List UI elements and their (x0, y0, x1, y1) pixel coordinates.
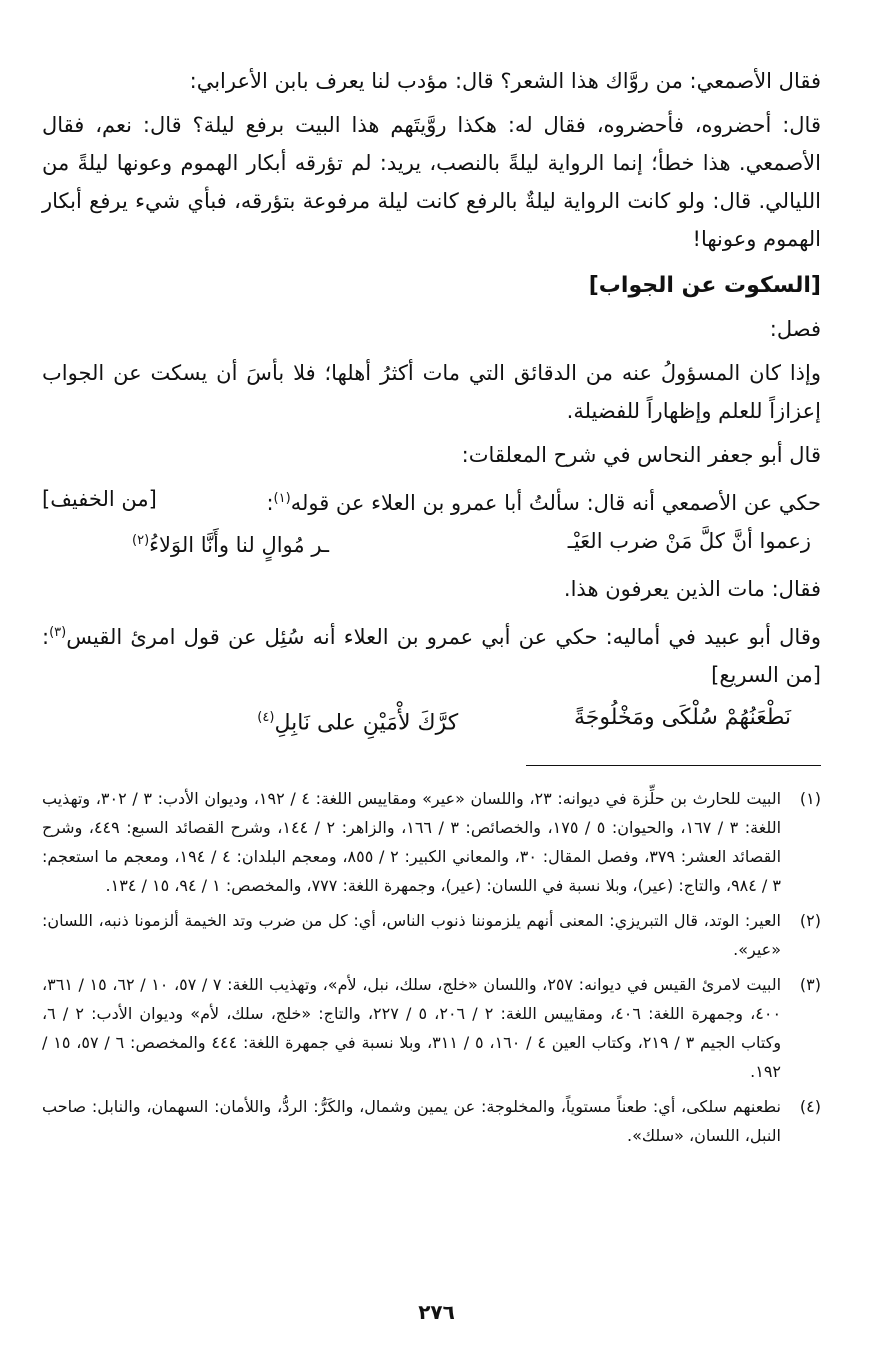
footnote-number: (٤) (799, 1097, 821, 1117)
verse-2-first-hemistich: نَطْعَنُهُمْ سُلْكَى ومَخْلُوجَةً (573, 705, 791, 730)
footnote-text: العير: الوتد، قال التبريزي: المعنى أنهم يلزموننا ذنوب الناس، أي: كل من ضرب وتد الخيمة ألزمونا ذنبه، اللسان: «عير». (42, 911, 781, 960)
footnote-divider (526, 765, 821, 766)
footnote-text: البيت للحارث بن حلِّزة في ديوانه: ٢٣، واللسان «عير» ومقاييس اللغة: ٤ / ١٩٢، وديوان الأدب: ٣ / ٣٠٢، وتهذيب اللغة: ٣ / ١٦٧، والحيوان: ٥ / ١٧٥، والخصائص: ٣ / ١٦٦، والزاهر: ٢ / ١٤٤، وشرح القصائد السبع: ٤٤٩، وشرح القصائد العشر: ٣٧٩، وفصل المقال: ٣٠، والمعاني الكبير: ٢ / ٨٥٥، ومعجم البلدان: ٤ / ١٩٤، ومعجم ما استعجم: ٣ / ٩٨٤، والتاج: (عير)، وبلا نسبة في اللسان: (عير)، وجمهرة اللغة: ٧٧٧، والمخصص: ١ / ٩٤، ١٥ / ١٣٤. (42, 789, 782, 896)
verse-1-second-hemistich-wrap (42, 522, 427, 564)
verse-2-second-hemistich-wrap (42, 698, 478, 743)
paragraph-6-text: حكي عن الأصمعي أنه قال: سألتُ أبا عمرو بن العلاء عن قوله (290, 491, 821, 515)
meter-label-1: [من الخفيف] (42, 487, 157, 511)
paragraph-8-text: وقال أبو عبيد في أماليه: حكي عن أبي عمرو بن العلاء أنه سُئِل عن قول امرئ القيس (66, 625, 821, 649)
paragraph-2: قال: أحضروه، فأحضروه، فقال له: هكذا روَّيتَهم هذا البيت برفع ليلة؟ قال: نعم، فقال الأصمعي. هذا خطأ؛ إنما الرواية ليلةً بالنصب، يريد: لم تؤرقه أبكار الهموم وعونها ليلةً من الليالي. قال: ولو كانت الرواية ليلةٌ بالرفع كانت ليلة مرفوعة بتؤرقه، فبأي شيء يرفع أبكار الهموم وعونها! (42, 113, 821, 251)
main-text (42, 62, 821, 743)
page-number: ٢٧٦ (418, 1300, 455, 1324)
paragraph-7: فقال: مات الذين يعرفون هذا. (563, 577, 821, 601)
footnote-ref-4: (٤) (257, 710, 275, 725)
paragraph-8 (42, 614, 821, 694)
footnote-text: نطعنهم سلكى، أي: طعناً مستوياً، والمخلوجة: عن يمين وشمال، والكَرُّ: الردُّ، واللأمان: السهمان، والنابل: صاحب النبل، اللسان، «سلك». (42, 1097, 781, 1146)
verse-1 (42, 522, 821, 564)
verse-2 (42, 698, 821, 743)
footnote-number: (٣) (799, 975, 821, 995)
verse-2-second-hemistich: كرَّكَ لأْمَيْنِ على نَابِلِ (274, 710, 459, 736)
verse-1-first-hemistich: زعموا أنَّ كلَّ مَنْ ضرب العَيْـ (567, 529, 811, 553)
footnote-ref-3: (٣) (49, 625, 67, 640)
paragraph-1: فقال الأصمعي: من روَّاك هذا الشعر؟ قال: مؤدب لنا يعرف بابن الأعرابي: (189, 69, 821, 93)
paragraph-6-body: حكي عن الأصمعي أنه قال: سألتُ أبا عمرو بن العلاء عن قوله$^{(١)}$: (266, 491, 821, 515)
paragraph-3: فصل: (769, 317, 821, 341)
footnote (42, 906, 821, 964)
book-page (42, 62, 821, 1367)
verse-1-second-hemistich: ـر مُوالٍ لنا وأَنَّا الوَلاءُ (149, 533, 330, 557)
footnote-text: البيت لامرئ القيس في ديوانه: ٢٥٧، واللسان «خلج، سلك، نبل، لأم»، وتهذيب اللغة: ٧ / ٥٧، ١٠ / ٦٢، ١٥ / ٣٦١، ٤٠٠، وجمهرة اللغة: ٤٠٦، ومقاييس اللغة: ٢ / ٢٠٦، ٥ / ٢٢٧، والتاج: «خلج، سلك، لأم» وديوان الأدب: ٢ / ٦، وكتاب الجيم ٣ / ٢١٩، وكتاب العين ٤ / ١٦٠، ٥ / ٣١١، وبلا نسبة في جمهرة اللغة: ٤٤٤ والمخصص: ٦ / ٥٧، ١٥ / ١٩٢. (42, 975, 782, 1082)
paragraph-5: قال أبو جعفر النحاس في شرح المعلقات: (461, 443, 821, 467)
footnote-ref-2: (٢) (132, 533, 150, 548)
footnote (42, 784, 821, 900)
footnotes (42, 784, 821, 1150)
footnote-ref-1: (١) (273, 491, 291, 506)
footnote (42, 970, 821, 1086)
meter-label-2: : [من السريع] (42, 625, 821, 687)
paragraph-4: وإذا كان المسؤولُ عنه من الدقائق التي مات أكثرُ أهلها؛ فلا بأسَ أن يسكت عن الجواب إعزازاً للعلم وإظهاراً للفضيلة. (42, 361, 821, 423)
section-heading: [السكوت عن الجواب] (588, 273, 821, 298)
footnote-number: (١) (799, 789, 821, 809)
paragraph-6 (42, 480, 821, 522)
footnote-number: (٢) (799, 911, 821, 931)
footnote (42, 1092, 821, 1150)
